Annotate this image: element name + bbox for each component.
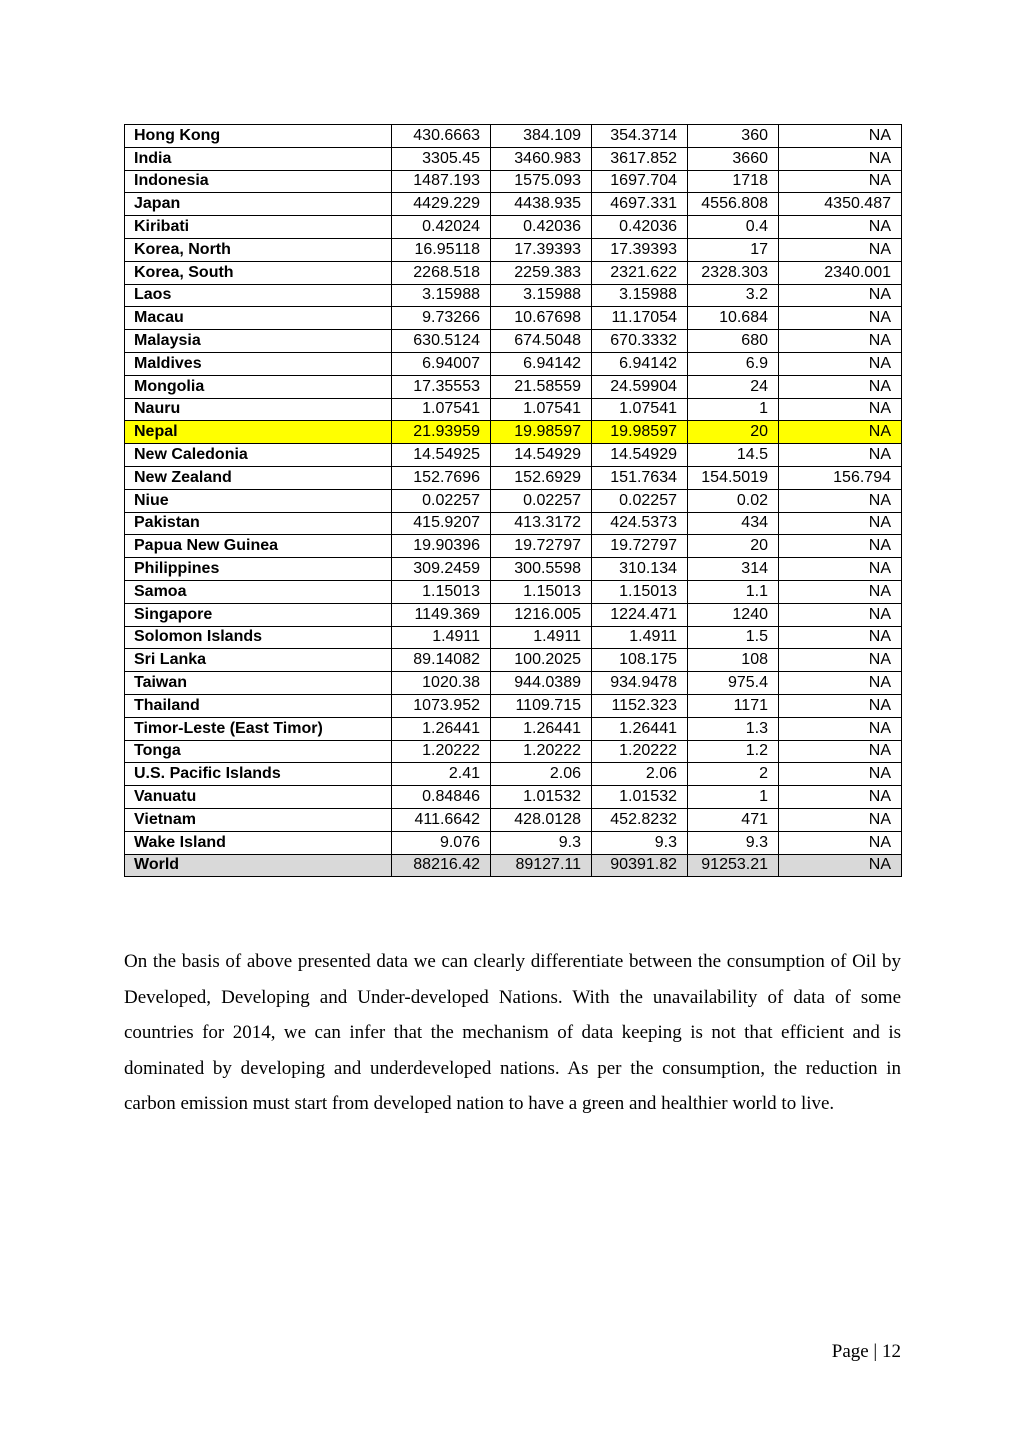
value-cell: 0.02257 (392, 489, 491, 512)
value-cell: 1.07541 (392, 398, 491, 421)
value-cell: 1487.193 (392, 170, 491, 193)
value-cell: 152.7696 (392, 466, 491, 489)
value-cell: 0.42036 (592, 216, 688, 239)
value-cell: 14.54925 (392, 444, 491, 467)
country-cell: Taiwan (125, 672, 392, 695)
value-cell: 24.59904 (592, 375, 688, 398)
value-cell: NA (779, 717, 902, 740)
value-cell: 17.35553 (392, 375, 491, 398)
value-cell: NA (779, 649, 902, 672)
country-cell: World (125, 854, 392, 877)
table-row (125, 717, 902, 740)
value-cell: NA (779, 307, 902, 330)
table-row (125, 831, 902, 854)
country-cell: U.S. Pacific Islands (125, 763, 392, 786)
value-cell: 1073.952 (392, 694, 491, 717)
value-cell: 0.02257 (592, 489, 688, 512)
value-cell: 471 (688, 808, 779, 831)
table-row (125, 649, 902, 672)
value-cell: 6.94142 (491, 352, 592, 375)
value-cell: 21.58559 (491, 375, 592, 398)
table-row (125, 854, 902, 877)
value-cell: 424.5373 (592, 512, 688, 535)
value-cell: 434 (688, 512, 779, 535)
value-cell: 4697.331 (592, 193, 688, 216)
country-cell: Thailand (125, 694, 392, 717)
value-cell: 1.20222 (491, 740, 592, 763)
value-cell: 3660 (688, 147, 779, 170)
country-cell: Mongolia (125, 375, 392, 398)
value-cell: 1.15013 (491, 580, 592, 603)
country-cell: Macau (125, 307, 392, 330)
value-cell: NA (779, 808, 902, 831)
value-cell: 975.4 (688, 672, 779, 695)
value-cell: 19.98597 (491, 421, 592, 444)
body-paragraph: On the basis of above presented data we can clearly differentiate between the consumption of Oil by Developed, Developing and Under-developed Nations. With the unavailability of data of some countries for 2014, we can infer that the mechanism of data keeping is not that efficient and is dominated by developing and underdeveloped nations. As per the consumption, the reduction in carbon emission must start from developed nation to have a green and healthier world to live. (124, 951, 901, 1114)
table-row (125, 216, 902, 239)
value-cell: 1224.471 (592, 603, 688, 626)
value-cell: NA (779, 831, 902, 854)
table-row (125, 512, 902, 535)
table-row (125, 421, 902, 444)
value-cell: 0.02257 (491, 489, 592, 512)
value-cell: 14.54929 (491, 444, 592, 467)
value-cell: 1.01532 (491, 786, 592, 809)
value-cell: 3.15988 (392, 284, 491, 307)
table-row (125, 672, 902, 695)
value-cell: 91253.21 (688, 854, 779, 877)
table-row (125, 307, 902, 330)
value-cell: 19.72797 (491, 535, 592, 558)
oil-consumption-table (124, 124, 902, 877)
value-cell: 17.39393 (592, 238, 688, 261)
country-cell: Sri Lanka (125, 649, 392, 672)
value-cell: 452.8232 (592, 808, 688, 831)
value-cell: 1.3 (688, 717, 779, 740)
value-cell: 1 (688, 398, 779, 421)
value-cell: 2259.383 (491, 261, 592, 284)
value-cell: 9.3 (688, 831, 779, 854)
table-row (125, 398, 902, 421)
table-row (125, 603, 902, 626)
value-cell: 428.0128 (491, 808, 592, 831)
value-cell: 89.14082 (392, 649, 491, 672)
value-cell: 3305.45 (392, 147, 491, 170)
value-cell: NA (779, 512, 902, 535)
value-cell: 24 (688, 375, 779, 398)
value-cell: 4556.808 (688, 193, 779, 216)
table-row (125, 466, 902, 489)
value-cell: 4429.229 (392, 193, 491, 216)
country-cell: Pakistan (125, 512, 392, 535)
value-cell: 2321.622 (592, 261, 688, 284)
country-cell: Vietnam (125, 808, 392, 831)
table-row (125, 284, 902, 307)
value-cell: 384.109 (491, 125, 592, 148)
value-cell: 17 (688, 238, 779, 261)
country-cell: Timor-Leste (East Timor) (125, 717, 392, 740)
country-cell: Philippines (125, 558, 392, 581)
value-cell: 11.17054 (592, 307, 688, 330)
country-cell: Wake Island (125, 831, 392, 854)
value-cell: NA (779, 580, 902, 603)
value-cell: 934.9478 (592, 672, 688, 695)
value-cell: 88216.42 (392, 854, 491, 877)
value-cell: 1.15013 (592, 580, 688, 603)
value-cell: NA (779, 603, 902, 626)
table-row (125, 375, 902, 398)
value-cell: NA (779, 694, 902, 717)
value-cell: 1697.704 (592, 170, 688, 193)
value-cell: 1.07541 (491, 398, 592, 421)
value-cell: 6.94142 (592, 352, 688, 375)
value-cell: 1.01532 (592, 786, 688, 809)
value-cell: NA (779, 672, 902, 695)
table-row (125, 626, 902, 649)
country-cell: Nauru (125, 398, 392, 421)
table-body (125, 125, 902, 877)
value-cell: 1.4911 (392, 626, 491, 649)
value-cell: 1.20222 (392, 740, 491, 763)
value-cell: 1.2 (688, 740, 779, 763)
value-cell: 10.684 (688, 307, 779, 330)
value-cell: NA (779, 444, 902, 467)
value-cell: 1216.005 (491, 603, 592, 626)
page-number: Page | 12 (831, 1341, 901, 1362)
value-cell: 630.5124 (392, 330, 491, 353)
value-cell: 1.26441 (592, 717, 688, 740)
value-cell: 21.93959 (392, 421, 491, 444)
value-cell: NA (779, 421, 902, 444)
value-cell: 3.2 (688, 284, 779, 307)
value-cell: NA (779, 535, 902, 558)
value-cell: NA (779, 125, 902, 148)
value-cell: 1.26441 (491, 717, 592, 740)
value-cell: NA (779, 489, 902, 512)
country-cell: Indonesia (125, 170, 392, 193)
value-cell: 1109.715 (491, 694, 592, 717)
table-row (125, 125, 902, 148)
value-cell: 1.4911 (491, 626, 592, 649)
value-cell: 0.42036 (491, 216, 592, 239)
country-cell: New Zealand (125, 466, 392, 489)
value-cell: 6.9 (688, 352, 779, 375)
country-cell: Korea, North (125, 238, 392, 261)
value-cell: 89127.11 (491, 854, 592, 877)
value-cell: 0.4 (688, 216, 779, 239)
value-cell: 19.98597 (592, 421, 688, 444)
value-cell: 2328.303 (688, 261, 779, 284)
value-cell: 108.175 (592, 649, 688, 672)
value-cell: 20 (688, 421, 779, 444)
value-cell: 1.1 (688, 580, 779, 603)
value-cell: 309.2459 (392, 558, 491, 581)
value-cell: 3.15988 (491, 284, 592, 307)
value-cell: 151.7634 (592, 466, 688, 489)
value-cell: NA (779, 740, 902, 763)
value-cell: 17.39393 (491, 238, 592, 261)
value-cell: 1149.369 (392, 603, 491, 626)
value-cell: 0.02 (688, 489, 779, 512)
value-cell: 360 (688, 125, 779, 148)
value-cell: 1.15013 (392, 580, 491, 603)
value-cell: 14.5 (688, 444, 779, 467)
country-cell: India (125, 147, 392, 170)
value-cell: 1.4911 (592, 626, 688, 649)
table-row (125, 352, 902, 375)
value-cell: 156.794 (779, 466, 902, 489)
value-cell: 2340.001 (779, 261, 902, 284)
value-cell: 674.5048 (491, 330, 592, 353)
value-cell: 1.26441 (392, 717, 491, 740)
country-cell: Kiribati (125, 216, 392, 239)
value-cell: NA (779, 398, 902, 421)
value-cell: 9.076 (392, 831, 491, 854)
value-cell: 1.07541 (592, 398, 688, 421)
value-cell: NA (779, 558, 902, 581)
country-cell: Japan (125, 193, 392, 216)
value-cell: 4438.935 (491, 193, 592, 216)
value-cell: 3460.983 (491, 147, 592, 170)
country-cell: Samoa (125, 580, 392, 603)
value-cell: 1.5 (688, 626, 779, 649)
value-cell: NA (779, 352, 902, 375)
country-cell: Hong Kong (125, 125, 392, 148)
value-cell: 90391.82 (592, 854, 688, 877)
country-cell: Korea, South (125, 261, 392, 284)
value-cell: 10.67698 (491, 307, 592, 330)
country-cell: Papua New Guinea (125, 535, 392, 558)
value-cell: 9.73266 (392, 307, 491, 330)
value-cell: 413.3172 (491, 512, 592, 535)
value-cell: 20 (688, 535, 779, 558)
value-cell: NA (779, 170, 902, 193)
value-cell: NA (779, 330, 902, 353)
value-cell: 9.3 (592, 831, 688, 854)
country-cell: Maldives (125, 352, 392, 375)
value-cell: 19.90396 (392, 535, 491, 558)
value-cell: 1575.093 (491, 170, 592, 193)
country-cell: Malaysia (125, 330, 392, 353)
value-cell: 2268.518 (392, 261, 491, 284)
value-cell: 100.2025 (491, 649, 592, 672)
value-cell: 2 (688, 763, 779, 786)
table-row (125, 580, 902, 603)
value-cell: 1020.38 (392, 672, 491, 695)
value-cell: NA (779, 626, 902, 649)
value-cell: 9.3 (491, 831, 592, 854)
value-cell: NA (779, 238, 902, 261)
table-row (125, 330, 902, 353)
value-cell: 314 (688, 558, 779, 581)
table-row (125, 786, 902, 809)
value-cell: 670.3332 (592, 330, 688, 353)
table-row (125, 261, 902, 284)
value-cell: 6.94007 (392, 352, 491, 375)
value-cell: NA (779, 375, 902, 398)
value-cell: 19.72797 (592, 535, 688, 558)
table-row (125, 558, 902, 581)
value-cell: 16.95118 (392, 238, 491, 261)
table-row (125, 808, 902, 831)
value-cell: 1240 (688, 603, 779, 626)
value-cell: 108 (688, 649, 779, 672)
country-cell: Singapore (125, 603, 392, 626)
table-row (125, 147, 902, 170)
value-cell: 310.134 (592, 558, 688, 581)
value-cell: 1152.323 (592, 694, 688, 717)
value-cell: 415.9207 (392, 512, 491, 535)
country-cell: New Caledonia (125, 444, 392, 467)
country-cell: Tonga (125, 740, 392, 763)
table-row (125, 170, 902, 193)
country-cell: Niue (125, 489, 392, 512)
table-row (125, 740, 902, 763)
country-cell: Solomon Islands (125, 626, 392, 649)
value-cell: 2.06 (592, 763, 688, 786)
value-cell: 3617.852 (592, 147, 688, 170)
table-row (125, 238, 902, 261)
value-cell: 300.5598 (491, 558, 592, 581)
value-cell: 1 (688, 786, 779, 809)
value-cell: 411.6642 (392, 808, 491, 831)
value-cell: 2.41 (392, 763, 491, 786)
value-cell: 0.84846 (392, 786, 491, 809)
table-row (125, 535, 902, 558)
table-row (125, 694, 902, 717)
value-cell: 154.5019 (688, 466, 779, 489)
value-cell: NA (779, 854, 902, 877)
value-cell: NA (779, 147, 902, 170)
value-cell: 1171 (688, 694, 779, 717)
table-row (125, 763, 902, 786)
value-cell: 944.0389 (491, 672, 592, 695)
country-cell: Vanuatu (125, 786, 392, 809)
value-cell: 680 (688, 330, 779, 353)
value-cell: 2.06 (491, 763, 592, 786)
value-cell: NA (779, 763, 902, 786)
table-row (125, 444, 902, 467)
table-row (125, 489, 902, 512)
country-cell: Nepal (125, 421, 392, 444)
table-row (125, 193, 902, 216)
value-cell: NA (779, 216, 902, 239)
value-cell: 152.6929 (491, 466, 592, 489)
value-cell: 354.3714 (592, 125, 688, 148)
value-cell: 4350.487 (779, 193, 902, 216)
country-cell: Laos (125, 284, 392, 307)
value-cell: 14.54929 (592, 444, 688, 467)
value-cell: 3.15988 (592, 284, 688, 307)
value-cell: 430.6663 (392, 125, 491, 148)
value-cell: NA (779, 284, 902, 307)
value-cell: 0.42024 (392, 216, 491, 239)
value-cell: 1718 (688, 170, 779, 193)
value-cell: 1.20222 (592, 740, 688, 763)
value-cell: NA (779, 786, 902, 809)
